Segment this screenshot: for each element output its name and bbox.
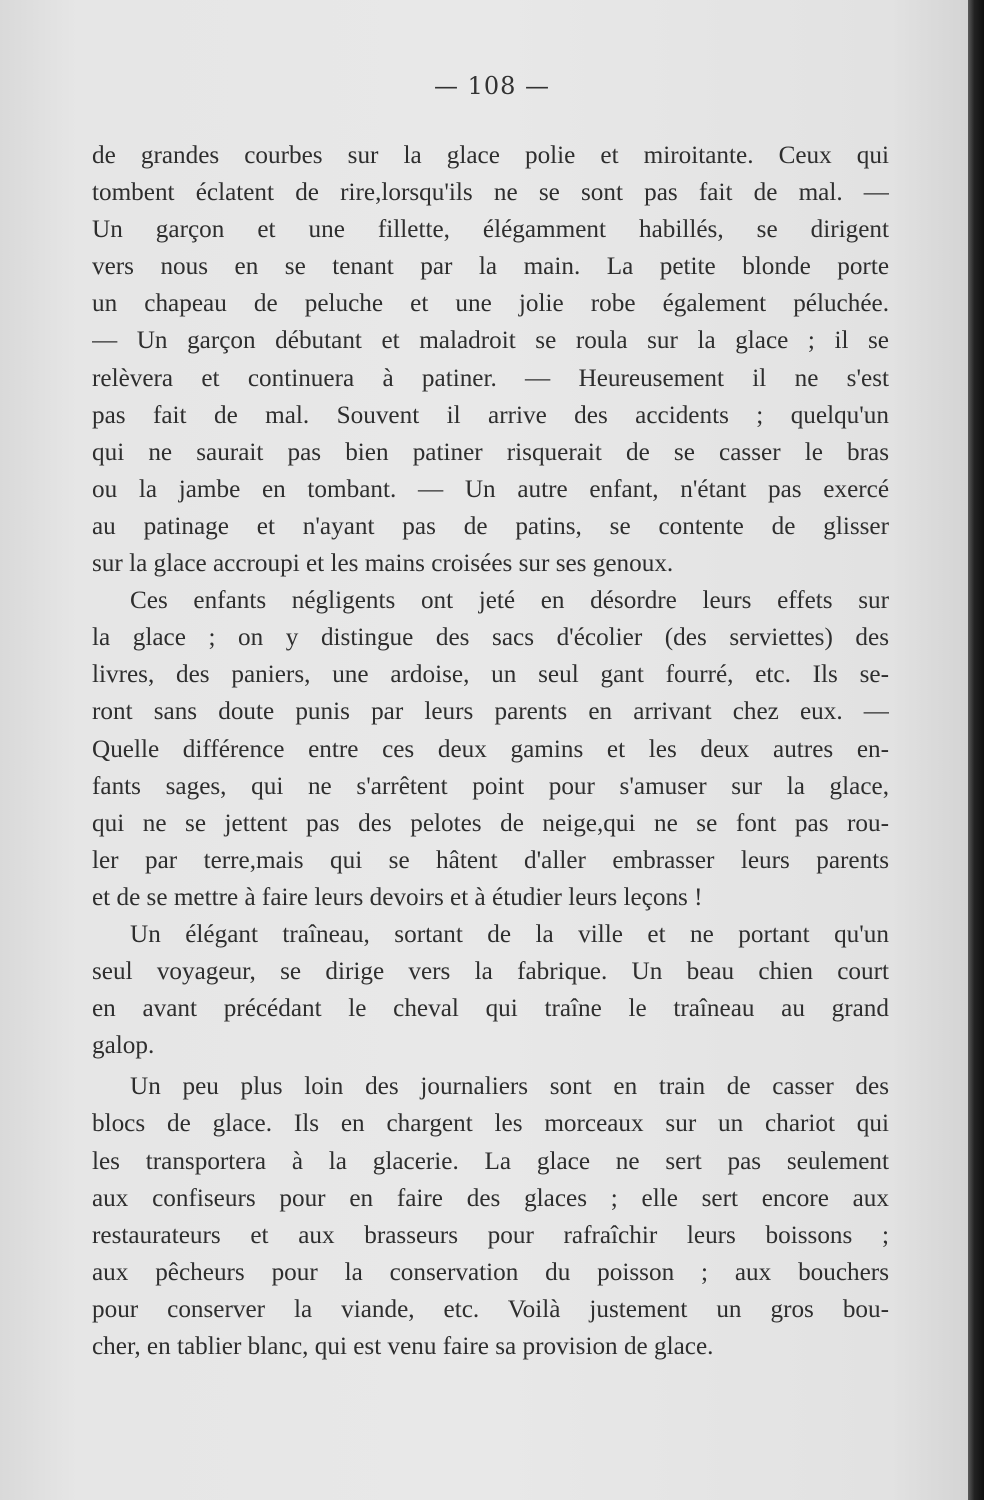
text-line: en avant précédant le cheval qui traîne le traîneau au grand [92, 995, 889, 1023]
text-line: Un peu plus loin des journaliers sont en train de casser des [130, 1073, 889, 1101]
text-line: de grandes courbes sur la glace polie et miroitante. Ceux qui [92, 142, 889, 169]
text-line: ou la jambe en tombant. — Un autre enfant, n'étant pas exercé [92, 475, 889, 503]
text-line: Quelle différence entre ces deux gamins et les deux autres en- [92, 735, 889, 763]
text-line: — Un garçon débutant et maladroit se roula sur la glace ; il se [92, 327, 889, 355]
text-line: et de se mettre à faire leurs devoirs et à étudier leurs leçons ! [92, 883, 703, 911]
text-line: pour conserver la viande, etc. Voilà justement un gros bou- [92, 1295, 889, 1323]
text-line: cher, en tablier blanc, qui est venu faire sa provision de glace. [92, 1333, 714, 1360]
text-line: ler par terre,mais qui se hâtent d'aller embrasser leurs parents [92, 846, 889, 874]
text-line: sur la glace accroupi et les mains croisées sur ses genoux. [92, 550, 674, 578]
text-line: aux pêcheurs pour la conservation du poisson ; aux bouchers [92, 1258, 889, 1286]
text-line: Ces enfants négligents ont jeté en désordre leurs effets sur [130, 587, 889, 615]
text-line: aux confiseurs pour en faire des glaces ; elle sert encore aux [92, 1184, 889, 1212]
text-line: tombent éclatent de rire,lorsqu'ils ne se sont pas fait de mal. — [92, 179, 889, 207]
text-line: ront sans doute punis par leurs parents en arrivant chez eux. — [92, 698, 889, 726]
text-line: seul voyageur, se dirige vers la fabrique. Un beau chien court [92, 958, 889, 986]
text-line: fants sages, qui ne s'arrêtent point pour s'amuser sur la glace, [92, 772, 889, 800]
text-line: la glace ; on y distingue des sacs d'écolier (des serviettes) des [92, 624, 889, 652]
text-line: relèvera et continuera à patiner. — Heureusement il ne s'est [92, 364, 889, 392]
text-line: au patinage et n'ayant pas de patins, se contente de glisser [92, 512, 889, 540]
page-number: — 108 — [433, 72, 551, 100]
page-edge-shadow [968, 0, 984, 1500]
text-line: qui ne se jettent pas des pelotes de neige,qui ne se font pas rou- [92, 809, 889, 837]
text-line: les transportera à la glacerie. La glace ne sert pas seulement [92, 1147, 889, 1175]
text-line: livres, des paniers, une ardoise, un seul gant fourré, etc. Ils se- [92, 661, 889, 689]
text-line: blocs de glace. Ils en chargent les morceaux sur un chariot qui [92, 1110, 889, 1138]
text-line: galop. [92, 1032, 155, 1060]
text-line: restaurateurs et aux brasseurs pour rafraîchir leurs boissons ; [92, 1221, 889, 1249]
text-line: Un garçon et une fillette, élégamment habillés, se dirigent [92, 216, 889, 244]
text-line: vers nous en se tenant par la main. La petite blonde porte [92, 253, 889, 281]
body-text [92, 137, 889, 1365]
text-line: qui ne saurait pas bien patiner risquerait de se casser le bras [92, 438, 889, 466]
text-line: pas fait de mal. Souvent il arrive des accidents ; quelqu'un [92, 401, 889, 429]
text-line: Un élégant traîneau, sortant de la ville et ne portant qu'un [130, 920, 889, 948]
text-line: un chapeau de peluche et une jolie robe également péluchée. [92, 290, 889, 318]
